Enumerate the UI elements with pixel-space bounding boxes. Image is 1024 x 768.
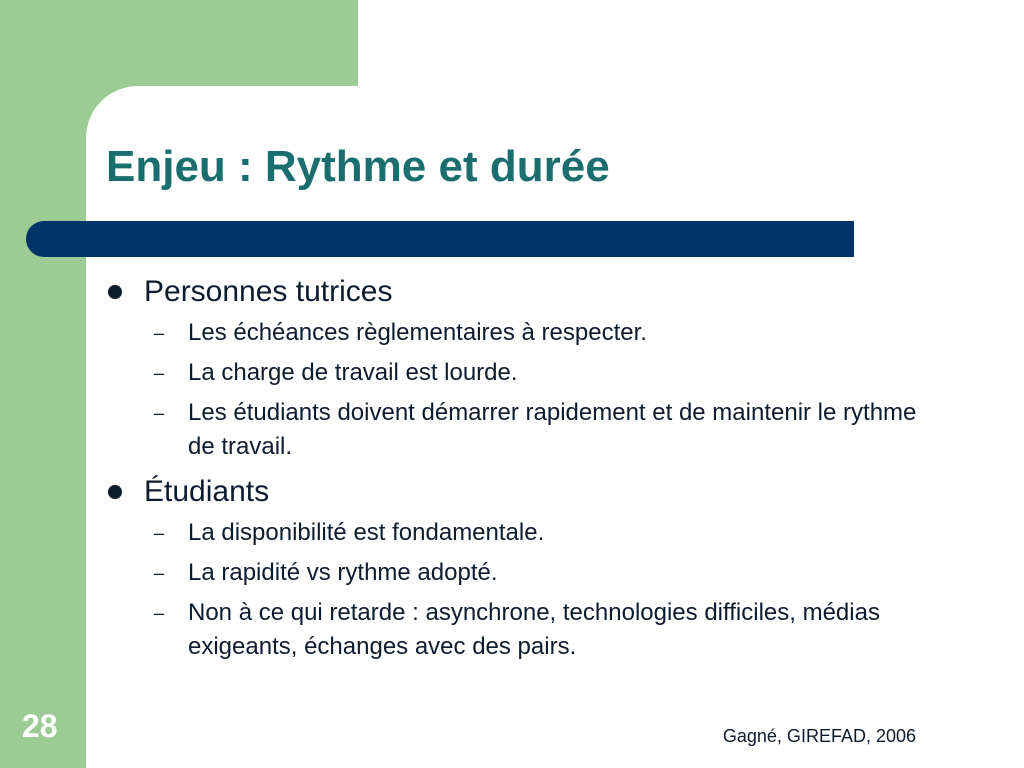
dash-icon: – bbox=[154, 563, 165, 583]
sub-item bbox=[144, 556, 946, 590]
slide-title: Enjeu : Rythme et durée bbox=[106, 142, 610, 191]
bullet-item bbox=[106, 272, 946, 464]
sub-item-text: La disponibilité est fondamentale. bbox=[188, 519, 545, 546]
title-underline-bar bbox=[26, 221, 854, 257]
dash-icon: – bbox=[154, 323, 165, 343]
sub-item-text: Non à ce qui retarde : asynchrone, technologies difficiles, médias exigeants, échanges avec des pairs. bbox=[188, 599, 880, 660]
footer-credit: Gagné, GIREFAD, 2006 bbox=[722, 726, 916, 746]
sub-item-text: Les échéances règlementaires à respecter. bbox=[188, 319, 647, 346]
bullet-dot-icon bbox=[108, 285, 122, 299]
sub-list bbox=[144, 316, 946, 464]
bullet-item bbox=[106, 472, 946, 664]
sub-item bbox=[144, 516, 946, 550]
page-number: 28 bbox=[22, 708, 58, 744]
dash-icon: – bbox=[154, 603, 165, 623]
sub-item bbox=[144, 596, 946, 664]
dash-icon: – bbox=[154, 363, 165, 383]
dash-icon: – bbox=[154, 403, 165, 423]
sub-item bbox=[144, 316, 946, 350]
sub-item bbox=[144, 356, 946, 390]
sub-item bbox=[144, 396, 946, 464]
sub-item-text: La charge de travail est lourde. bbox=[188, 359, 518, 386]
bullet-dot-icon bbox=[108, 485, 122, 499]
bullet-label: Personnes tutrices bbox=[144, 275, 393, 308]
bullet-list bbox=[106, 272, 946, 672]
sub-list bbox=[144, 516, 946, 664]
bullet-label: Étudiants bbox=[144, 475, 270, 508]
dash-icon: – bbox=[154, 523, 165, 543]
sub-item-text: La rapidité vs rythme adopté. bbox=[188, 559, 498, 586]
sub-item-text: Les étudiants doivent démarrer rapidement et de maintenir le rythme de travail. bbox=[188, 399, 917, 460]
